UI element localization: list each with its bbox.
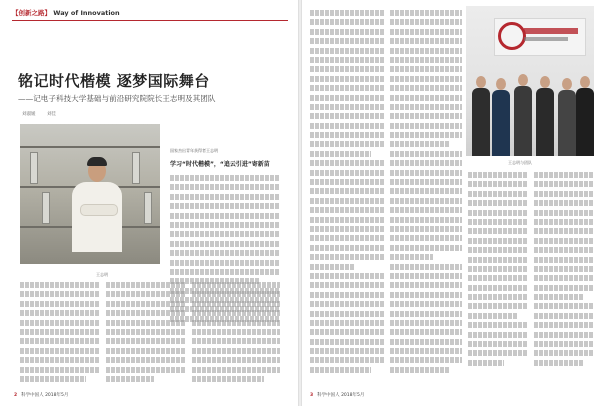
right-column-4 bbox=[534, 172, 594, 382]
right-column-3 bbox=[468, 172, 528, 382]
folio-right bbox=[310, 392, 364, 398]
article-subtitle: ——记电子科技大学基础与前沿研究院院长王志明及其团队 bbox=[18, 94, 216, 103]
pull-quote-label: 国家杰出青年获得者王志明 bbox=[170, 148, 218, 153]
body-column-3 bbox=[192, 282, 280, 382]
right-page bbox=[302, 0, 600, 406]
body-column-2 bbox=[106, 282, 186, 382]
section-tag-en: Way of Innovation bbox=[53, 9, 120, 17]
page-number-right: 3 bbox=[310, 393, 314, 398]
byline-photo: 刘佳 bbox=[46, 112, 56, 117]
portrait-photo bbox=[20, 124, 160, 264]
section-header bbox=[12, 8, 288, 21]
pull-quote-text: 学习“时代楷模”，“追云引进”寄新苗 bbox=[170, 161, 270, 168]
folio-text-right: 科学中国人 2018年5月 bbox=[317, 393, 365, 398]
section-tag: 【创新之路】 bbox=[12, 9, 51, 17]
left-page bbox=[0, 0, 298, 406]
folio-text-left: 科学中国人 2018年5月 bbox=[21, 393, 69, 398]
body-column-1 bbox=[20, 282, 100, 382]
university-logo-icon bbox=[498, 22, 526, 50]
right-column-1 bbox=[310, 10, 384, 382]
folio-left bbox=[14, 392, 68, 398]
byline-author: 刘淑媛 bbox=[22, 112, 36, 117]
article-title: 铭记时代楷模 逐梦国际舞台 bbox=[18, 72, 210, 90]
team-photo-caption: 王志明与团队 bbox=[508, 160, 532, 165]
page-number-left: 2 bbox=[14, 393, 18, 398]
byline bbox=[22, 111, 56, 117]
team-photo bbox=[466, 6, 594, 156]
right-column-2 bbox=[390, 10, 462, 382]
portrait-caption: 王志明 bbox=[96, 272, 108, 277]
